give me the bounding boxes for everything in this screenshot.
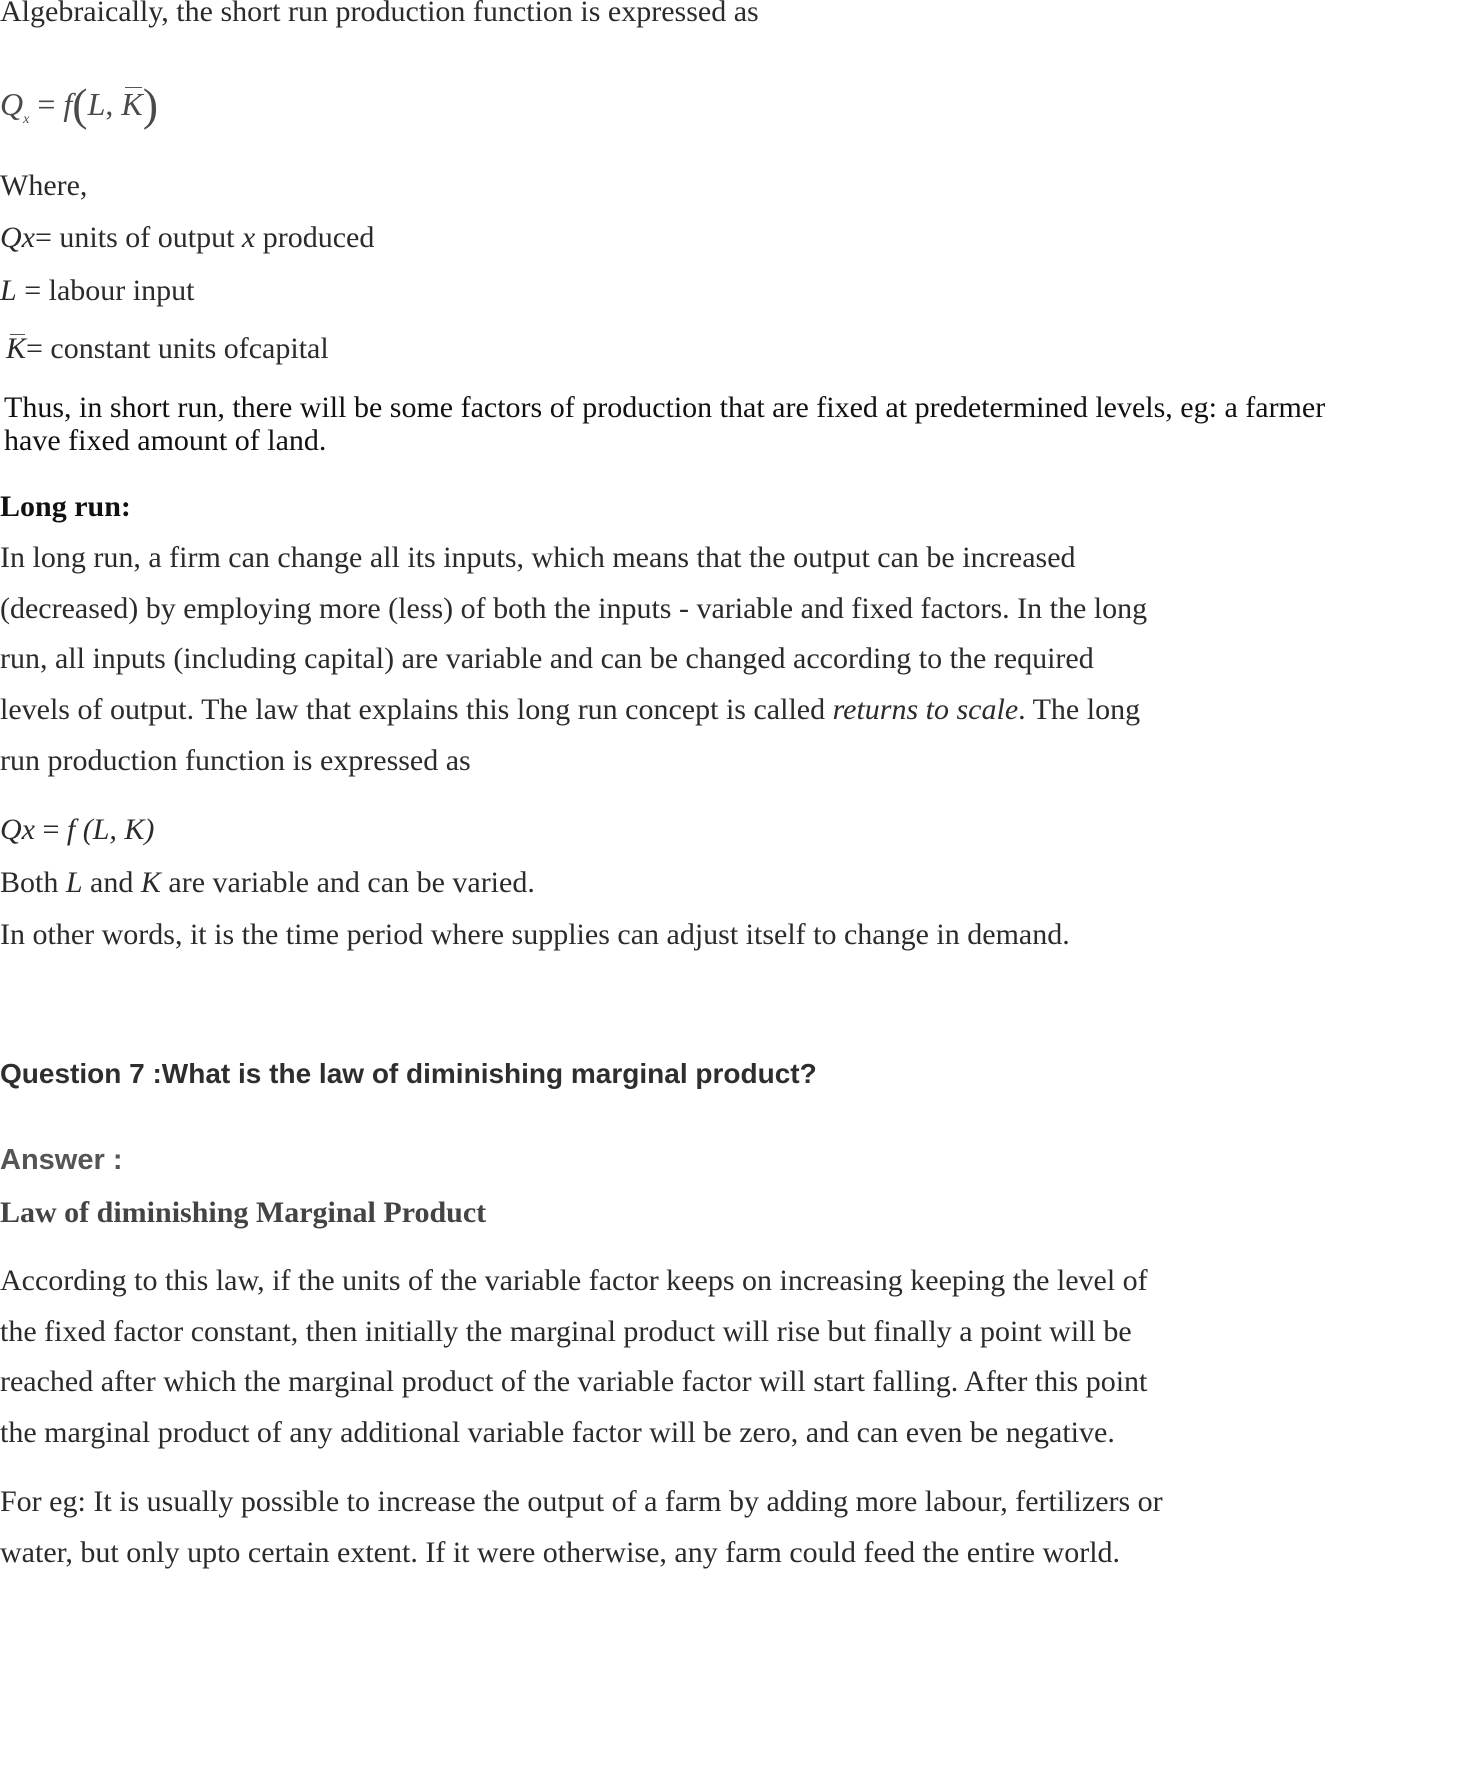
- long-run-line-3: run, all inputs (including capital) are variable and can be changed according to the required: [0, 642, 1094, 675]
- long-formula-eq: =: [34, 813, 67, 846]
- def-qx-text: = units of output: [34, 221, 242, 254]
- thus-line-2: have fixed amount of land.: [4, 424, 327, 457]
- def-qx-var: x: [241, 221, 256, 254]
- both-and: and: [82, 866, 141, 899]
- law-para-1-line-3: reached after which the marginal product of the variable factor will start falling. After this point: [0, 1365, 1148, 1398]
- formula-f: f: [63, 86, 73, 122]
- long-formula-args: (L, K): [75, 813, 155, 846]
- law-para-1-line-1: According to this law, if the units of the variable factor keeps on increasing keeping the level of: [0, 1264, 1148, 1297]
- law-para-1-line-2: the fixed factor constant, then initially the marginal product will rise but finally a point will be: [0, 1315, 1132, 1348]
- question-label: Question 7 :: [0, 1058, 162, 1089]
- long-run-heading: Long run:: [0, 490, 131, 523]
- long-run-formula: [0, 812, 154, 848]
- def-qx: [0, 220, 374, 256]
- def-k: [0, 331, 329, 367]
- both-k: K: [140, 866, 161, 899]
- law-para-1-line-4: the marginal product of any additional variable factor will be zero, and can even be negative.: [0, 1416, 1115, 1449]
- thus-line-1: Thus, in short run, there will be some factors of production that are fixed at predetermined levels, eg: a farmer: [4, 391, 1326, 424]
- long-formula-lhs: Qx: [0, 813, 35, 846]
- long-run-line-4-post: . The long: [1018, 693, 1141, 726]
- short-run-formula: $Q_x = f(L$, K): [0, 79, 159, 130]
- def-k-symbol: K: [6, 332, 27, 365]
- long-run-line-5: run production function is expressed as: [0, 744, 471, 777]
- returns-to-scale: returns to scale: [832, 693, 1019, 726]
- formula-equals: =: [29, 86, 64, 122]
- other-words-line: In other words, it is the time period where supplies can adjust itself to change in demand.: [0, 918, 1070, 951]
- both-variable-line: [0, 865, 535, 901]
- def-l-symbol: L: [0, 274, 17, 307]
- where-label: Where,: [0, 169, 88, 202]
- law-title: Law of diminishing Marginal Product: [0, 1196, 487, 1229]
- both-l: L: [65, 866, 83, 899]
- long-run-line-4: [0, 692, 1140, 728]
- answer-label: Answer :: [0, 1144, 123, 1176]
- long-run-line-1: In long run, a firm can change all its inputs, which means that the output can be increased: [0, 541, 1076, 574]
- long-formula-f: f: [66, 813, 76, 846]
- question-text: What is the law of diminishing marginal product?: [161, 1058, 817, 1089]
- formula-k-bar: K: [121, 86, 143, 122]
- question-heading: [0, 1056, 817, 1092]
- law-para-2-line-2: water, but only upto certain extent. If it were otherwise, any farm could feed the entire world.: [0, 1536, 1121, 1569]
- def-k-text: = constant units ofcapital: [26, 332, 329, 365]
- def-qx-symbol: Qx: [0, 221, 35, 254]
- law-para-2-line-1: For eg: It is usually possible to increase the output of a farm by adding more labour, fertilizers or: [0, 1485, 1163, 1518]
- formula-q: Q: [0, 86, 24, 122]
- formula-comma: ,: [105, 86, 122, 122]
- formula-q-subscript: x: [23, 112, 30, 127]
- long-run-line-2: (decreased) by employing more (less) of both the inputs - variable and fixed factors. In the long: [0, 592, 1148, 625]
- both-post: are variable and can be varied.: [160, 866, 535, 899]
- def-l-text: = labour input: [16, 274, 195, 307]
- def-qx-rest: produced: [255, 221, 375, 254]
- long-run-line-4-pre: levels of output. The law that explains this long run concept is called: [0, 693, 833, 726]
- intro-text: Algebraically, the short run production function is expressed as: [0, 0, 759, 28]
- formula-l: L: [87, 86, 106, 122]
- both-pre: Both: [0, 866, 66, 899]
- def-l: [0, 273, 194, 309]
